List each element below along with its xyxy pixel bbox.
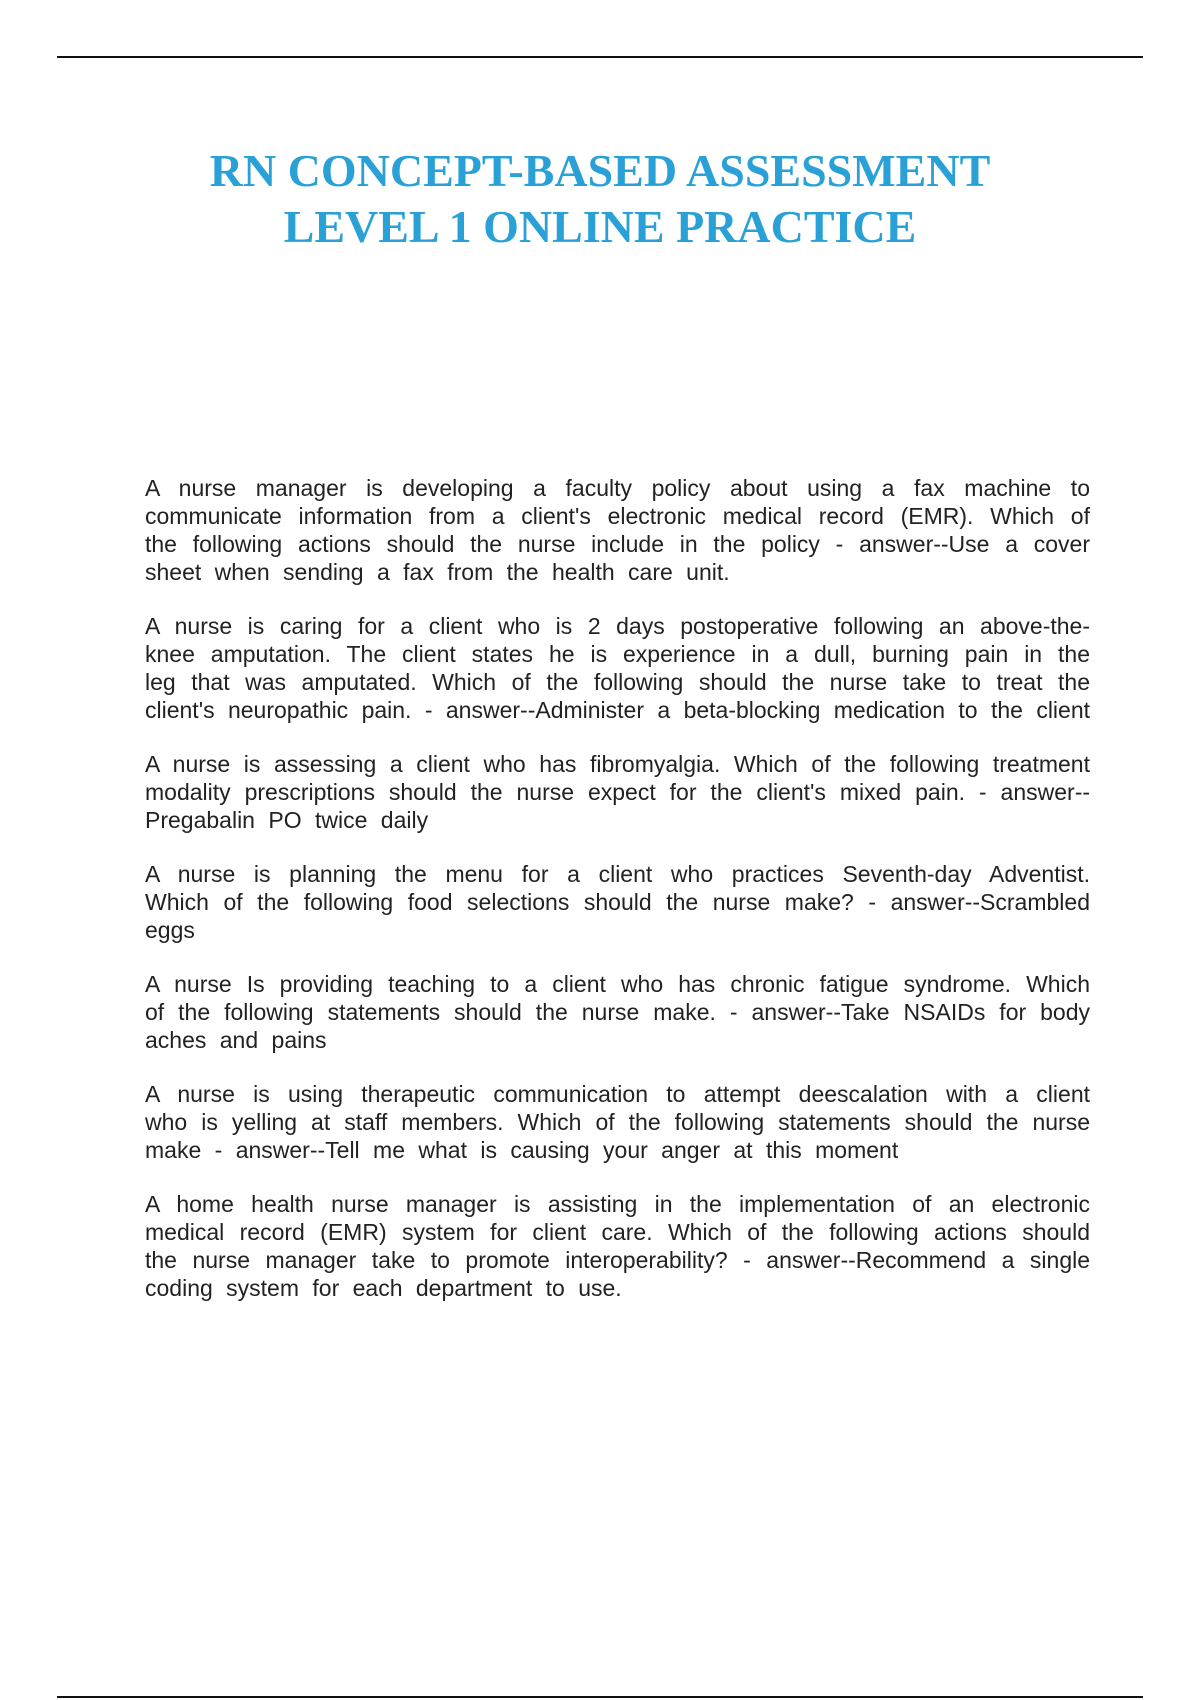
- question-text: A nurse is using therapeutic communication to attempt deescalation with a client who is yelling at staff members. Which of the following statements should the nurse make -: [145, 1081, 1090, 1163]
- question-item-1: [145, 474, 1090, 586]
- answer-text: answer--Administer a beta-blocking medication to the client: [445, 697, 1091, 723]
- answer-text: answer--Use a cover sheet when sending a fax from the health care unit.: [145, 531, 1090, 585]
- top-rule: [57, 56, 1143, 58]
- question-text: A nurse is planning the menu for a client who practices Seventh-day Adventist. Which of the following food selections should the nurse make? -: [145, 861, 1090, 915]
- question-item-2: [145, 612, 1090, 724]
- bottom-rule: [57, 1696, 1143, 1698]
- answer-text: answer--Take NSAIDs for body aches and pains: [145, 999, 1090, 1053]
- question-text: A nurse manager is developing a faculty policy about using a fax machine to communicate information from a client's electronic medical record (EMR). Which of the following actions should the nurse include in the policy -: [145, 475, 1090, 557]
- question-item-4: [145, 860, 1090, 944]
- question-item-7: [145, 1190, 1090, 1302]
- answer-text: answer--Scrambled eggs: [145, 889, 1090, 943]
- question-text: A home health nurse manager is assisting in the implementation of an electronic medical record (EMR) system for client care. Which of the following actions should the nurse manager take to promote interoperability? -: [145, 1191, 1090, 1273]
- document-title: [100, 143, 1100, 255]
- document-title-line-1: RN CONCEPT-BASED ASSESSMENT: [209, 145, 991, 196]
- answer-text: answer--Recommend a single coding system for each department to use.: [145, 1247, 1091, 1301]
- question-item-6: [145, 1080, 1090, 1164]
- question-text: A nurse Is providing teaching to a client who has chronic fatigue syndrome. Which of the following statements should the nurse make. -: [145, 971, 1090, 1025]
- question-item-5: [145, 970, 1090, 1054]
- question-list: [145, 474, 1090, 1328]
- question-text: A nurse is caring for a client who is 2 days postoperative following an above-the-knee amputation. The client states he is experience in a dull, burning pain in the leg that was amputated. Which of the following should the nurse take to treat the client's neuropathic pain. -: [145, 613, 1090, 723]
- answer-text: answer--Pregabalin PO twice daily: [145, 779, 1091, 833]
- question-item-3: [145, 750, 1090, 834]
- document-title-line-2: LEVEL 1 ONLINE PRACTICE: [283, 201, 917, 252]
- answer-text: answer--Tell me what is causing your anger at this moment: [235, 1137, 899, 1163]
- question-text: A nurse is assessing a client who has fibromyalgia. Which of the following treatment modality prescriptions should the nurse expect for the client's mixed pain. -: [145, 751, 1090, 805]
